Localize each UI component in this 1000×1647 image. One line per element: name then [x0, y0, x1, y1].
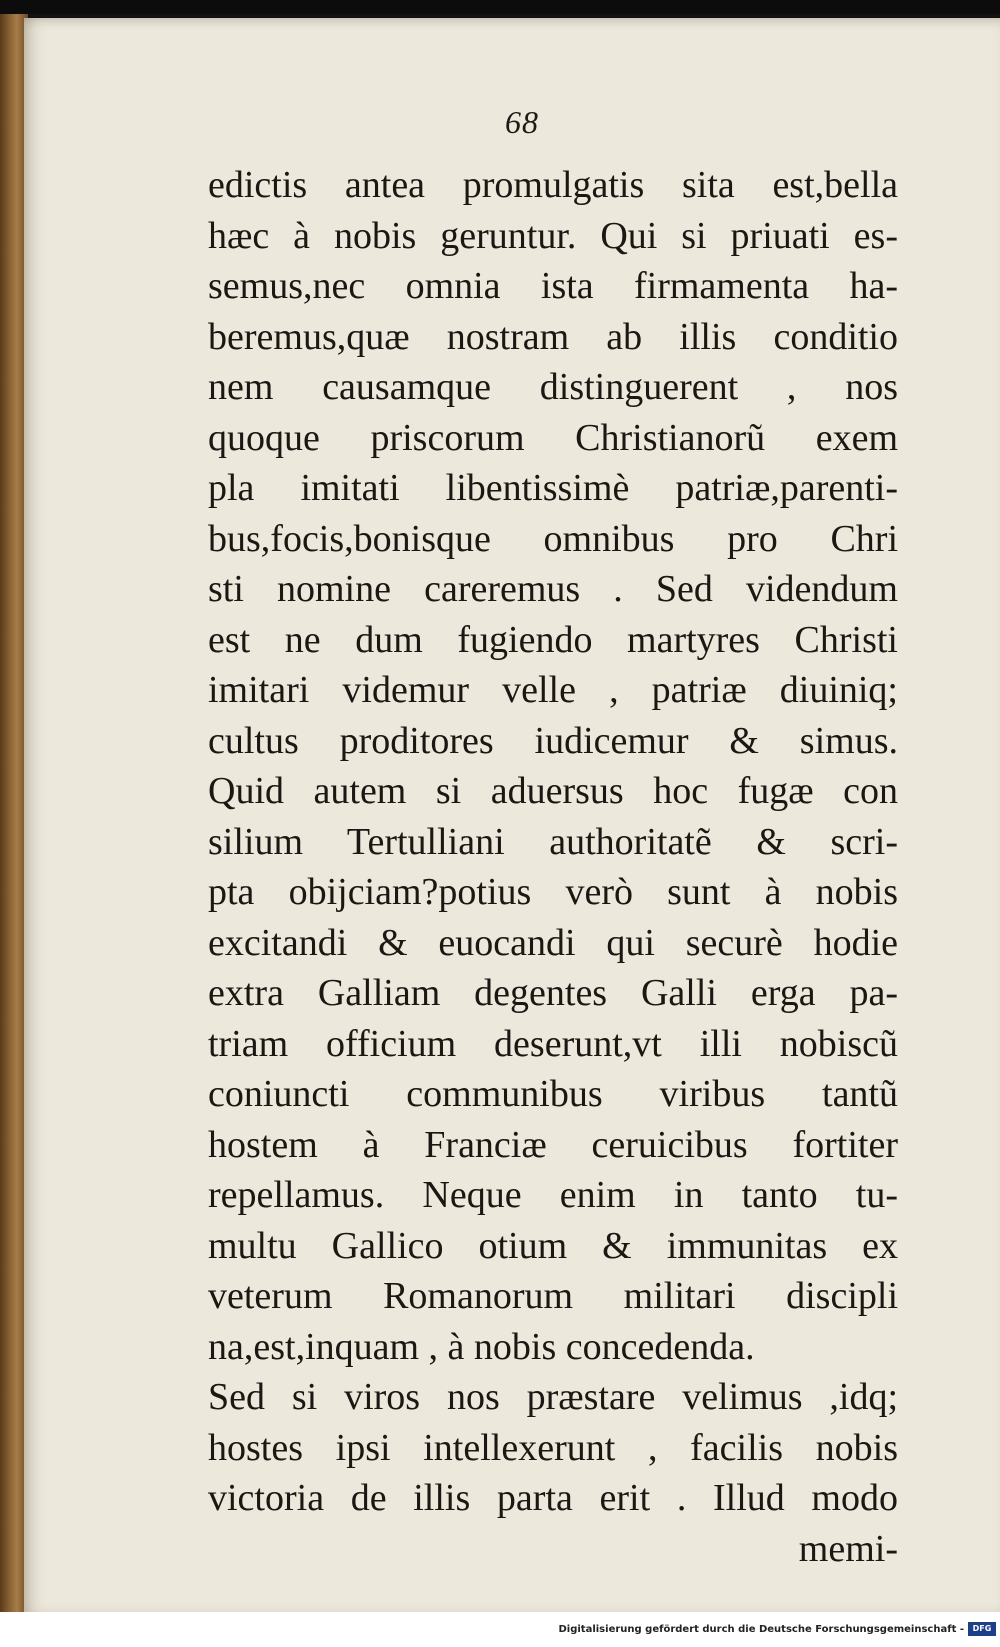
text-line: quoque priscorum Christianorũ exem [208, 416, 898, 459]
text-line: beremus,quæ nostram ab illis conditio [208, 315, 898, 358]
text-line: edictis antea promulgatis sita est,bella [208, 164, 898, 206]
text-line: sti nomine careremus . Sed videndum [208, 568, 898, 610]
text-line: hostem à Franciæ ceruicibus fortiter [208, 1123, 898, 1166]
text-line: cultus proditores iudicemur & simus. [208, 719, 898, 762]
text-line: bus,focis,bonisque omnibus pro Chri [208, 517, 898, 560]
text-line: hæc à nobis geruntur. Qui si priuati es- [208, 214, 898, 257]
text-line: triam officium deserunt,vt illi nobiscũ [208, 1022, 898, 1065]
page-number: 68 [505, 104, 539, 140]
text-line: repellamus. Neque enim in tanto tu- [208, 1174, 898, 1216]
catchword: memi- [798, 1527, 898, 1570]
text-line: est ne dum fugiendo martyres Christi [208, 618, 898, 661]
dfg-logo: DFG [968, 1622, 996, 1636]
scan-top-border [0, 0, 1000, 14]
text-line: hostes ipsi intellexerunt , facilis nobis [208, 1426, 898, 1469]
text-block [208, 160, 898, 1574]
text-line: coniuncti communibus viribus tantũ [208, 1073, 898, 1115]
footer-credit: Digitalisierung gefördert durch die Deutsche Forschungsgemeinschaft - [558, 1624, 964, 1635]
text-line: pla imitati libentissimè patriæ,parenti- [208, 467, 898, 509]
text-line: veterum Romanorum militari discipli [208, 1275, 898, 1317]
text-line: victoria de illis parta erit . Illud modo [208, 1477, 898, 1519]
text-line: semus,nec omnia ista firmamenta ha- [208, 265, 898, 307]
text-line: Sed si viros nos præstare velimus ,idq; [208, 1376, 898, 1418]
text-line: silium Tertulliani authoritatẽ & scri- [208, 820, 898, 863]
text-line: na,est,inquam , à nobis concedenda. [208, 1325, 755, 1368]
text-line: imitari videmur velle , patriæ diuiniq; [208, 669, 898, 711]
text-line: Quid autem si aduersus hoc fugæ con [208, 770, 898, 812]
text-line: multu Gallico otium & immunitas ex [208, 1224, 898, 1267]
text-line: nem causamque distinguerent , nos [208, 366, 898, 408]
text-line: excitandi & euocandi qui securè hodie [208, 921, 898, 964]
text-line: pta obijciam?potius verò sunt à nobis [208, 871, 898, 913]
text-line: extra Galliam degentes Galli erga pa- [208, 972, 898, 1014]
